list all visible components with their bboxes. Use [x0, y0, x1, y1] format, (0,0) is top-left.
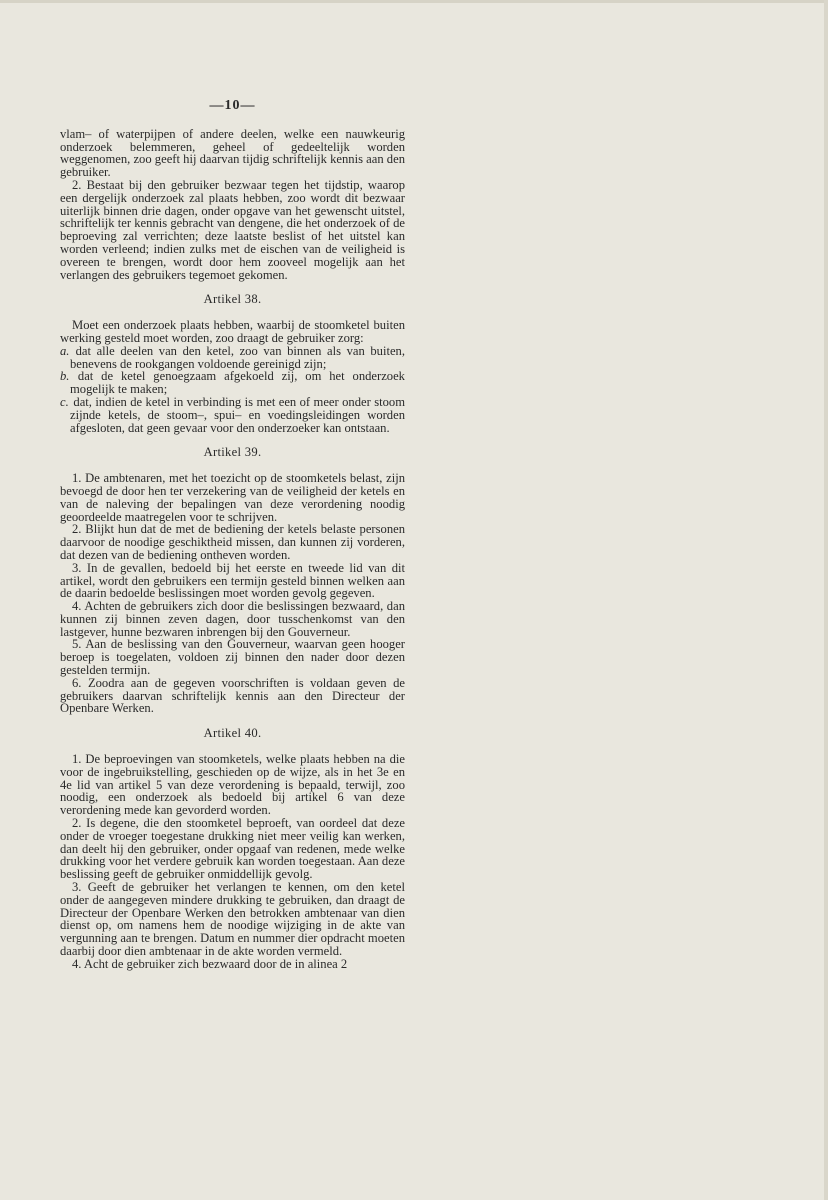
item-label: b.	[60, 369, 70, 384]
article-39-paragraph-5: 5. Aan de beslissing van den Gouverneur, waarvan geen hooger beroep is toegelaten, voldoen zij binnen den nader door dezen gestelden termijn.	[60, 637, 405, 678]
item-label: a.	[60, 343, 70, 358]
article-40-paragraph-2: 2. Is degene, die den stoomketel beproeft, van oordeel dat deze onder de vroeger toegestane drukking niet meer veilig kan werken, dan deelt hij den gebruiker, onder opgaaf van redenen, mede welke drukking voor het verdere gebruik kan worden toegestaan. Aan deze beslissing geeft de gebruiker onmiddellijk gevolg.	[60, 816, 405, 882]
article-39-paragraph-6: 6. Zoodra aan de gegeven voorschriften is voldaan geven de gebruikers daarvan schriftelijk kennis aan den Directeur der Openbare Werken.	[60, 675, 405, 716]
text-column	[60, 100, 405, 971]
article-39-paragraph-2: 2. Blijkt hun dat de met de bediening der ketels belaste personen daarvoor de noodige geschiktheid missen, dan kunnen zij vorderen, dat dezen van de bediening ontheven worden.	[60, 522, 405, 562]
article-38-heading: Artikel 38.	[203, 292, 262, 307]
article-40-heading: Artikel 40.	[203, 726, 262, 741]
article-40-paragraph-1: 1. De beproevingen van stoomketels, welke plaats hebben na die voor de ingebruikstelling, geschieden op de wijze, als in het 3e en 4e lid van artikel 5 van deze verordening is bepaald, terwijl, zoo noodig, een onderzoek als bedoeld bij artikel 6 van deze verordening mede kan gevorderd worden.	[60, 752, 405, 818]
article-40-paragraph-3: 3. Geeft de gebruiker het verlangen te kennen, om den ketel onder de aangegeven mindere drukking te gebruiken, dan draagt de Directeur der Openbare Werken den betrokken ambtenaar van dien dienst op, om namens hem de noodige wijziging in de akte van vergunning aan te brengen. Datum en nummer dier opdracht moeten daarbij door dien ambtenaar in de akte worden vermeld.	[60, 880, 405, 959]
article-39-paragraph-3: 3. In de gevallen, bedoeld bij het eerste en tweede lid van dit artikel, wordt den gebruikers een termijn gesteld binnen welken aan de daarin bedoelde beslissingen moet worden gevolg gegeven.	[60, 560, 405, 601]
article-38-item-b	[60, 370, 405, 396]
article-40-paragraph-4: 4. Acht de gebruiker zich bezwaard door de in alinea 2	[72, 956, 348, 971]
intro-paragraph-1: vlam– of waterpijpen of andere deelen, welke een nauwkeurig onderzoek belemmeren, geheel of gedeeltelijk worden weggenomen, zoo geeft hij daarvan tijdig schriftelijk kennis aan den gebruiker.	[60, 126, 405, 180]
item-text: dat alle deelen van den ketel, zoo van binnen als van buiten, benevens de rookgangen voldoende gereinigd zijn;	[70, 343, 405, 371]
page-top-edge	[0, 0, 828, 3]
item-label: c.	[60, 394, 69, 409]
article-38-item-c	[60, 396, 405, 434]
article-38-intro: Moet een onderzoek plaats hebben, waarbij de stoomketel buiten werking gesteld moet worden, zoo draagt de gebruiker zorg:	[60, 318, 405, 345]
page-number: —10—	[209, 98, 256, 113]
item-text: dat de ketel genoegzaam afgekoeld zij, om het onderzoek mogelijk te maken;	[70, 369, 405, 397]
article-39-heading: Artikel 39.	[203, 445, 262, 460]
intro-paragraph-2: 2. Bestaat bij den gebruiker bezwaar tegen het tijdstip, waarop een dergelijk onderzoek zal plaats hebben, zoo wordt dit bezwaar uiterlijk binnen drie dagen, onder opgave van het gewenscht uitstel, schriftelijk ter kennis gebracht van dengene, die het onderzoek of de beproeving zal verrichten; deze laatste beslist of het uitstel kan worden verleend; indien zulks met de eischen van de veiligheid is overeen te brengen, wordt door hem zooveel mogelijk aan het verlangen des gebruikers tegemoet gekomen.	[60, 177, 405, 282]
page-right-edge	[824, 0, 828, 1200]
item-text: dat, indien de ketel in verbinding is met een of meer onder stoom zijnde ketels, de stoom–, spui– en voedingsleidingen worden afgesloten, dat geen gevaar voor den onderzoeker kan ontstaan.	[70, 394, 405, 435]
article-38-item-a	[60, 345, 405, 371]
article-39-paragraph-1: 1. De ambtenaren, met het toezicht op de stoomketels belast, zijn bevoegd de door hen ter verzekering van de veiligheid der ketels en van de naleving der bepalingen van deze verordening noodig geoordeelde maatregelen voor te schrijven.	[60, 471, 405, 524]
article-39-paragraph-4: 4. Achten de gebruikers zich door die beslissingen bezwaard, dan kunnen zij binnen zeven dagen, door tusschenkomst van den lastgever, hunne bezwaren inbrengen bij den Gouverneur.	[60, 599, 405, 639]
